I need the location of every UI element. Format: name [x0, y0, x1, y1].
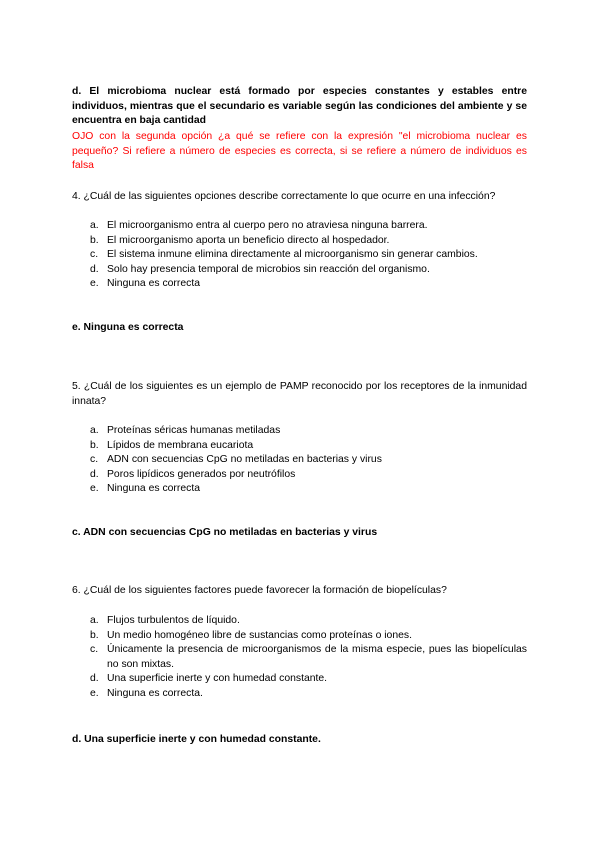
option-b [72, 629, 527, 644]
option-marker: d. [90, 673, 99, 685]
option-d [72, 263, 527, 278]
option-a [72, 219, 527, 234]
option-text: ADN con secuencias CpG no metiladas en bacterias y virus [107, 454, 382, 466]
question-5-prompt: 5. ¿Cuál de los siguientes es un ejemplo de PAMP reconocido por los receptores de la inmunidad innata? [72, 381, 527, 407]
option-c [72, 453, 527, 468]
option-text: Proteínas séricas humanas metiladas [107, 425, 281, 436]
question-5-answer: c. ADN con secuencias CpG no metiladas en bacterias y virus [72, 527, 378, 538]
option-text: Lípidos de membrana eucariota [107, 439, 254, 451]
question-4-prompt: 4. ¿Cuál de las siguientes opciones describe correctamente lo que ocurre en una infección? [72, 191, 496, 202]
option-e [72, 687, 527, 702]
option-a [72, 614, 527, 629]
option-text: Ninguna es correcta [107, 483, 200, 495]
answer-d-text: d. El microbioma nuclear está formado por especies constantes y estables entre individuos, mientras que el secundario es variable según las condiciones del ambiente y se encuentra en baja cantidad [72, 86, 527, 127]
question-4-options [72, 219, 527, 292]
option-marker: b. [90, 439, 99, 451]
option-marker: e. [90, 483, 99, 495]
option-marker: e. [90, 687, 99, 699]
option-a [72, 424, 527, 439]
warning-note: OJO con la segunda opción ¿a qué se refiere con la expresión "el microbioma nuclear es pequeño? Si refiere a número de especies es correcta, si se refiere a número de individuos es falsa [72, 131, 527, 172]
option-text: Únicamente la presencia de microorganismos de la misma especie, pues las biopelículas no son mixtas. [107, 644, 527, 670]
option-d [72, 672, 527, 687]
option-marker: d. [90, 468, 99, 480]
question-6-options [72, 614, 527, 702]
option-text: Ninguna es correcta [107, 278, 200, 290]
option-marker: c. [90, 644, 99, 656]
question-5-options [72, 424, 527, 497]
option-marker: a. [90, 425, 99, 436]
option-text: Un medio homogéneo libre de sustancias como proteínas o iones. [107, 629, 412, 641]
option-marker: b. [90, 629, 99, 641]
question-6-prompt: 6. ¿Cuál de los siguientes factores puede favorecer la formación de biopelículas? [72, 585, 447, 596]
option-text: El microorganismo entra al cuerpo pero no atraviesa ninguna barrera. [107, 220, 428, 231]
option-marker: d. [90, 263, 99, 275]
option-text: Una superficie inerte y con humedad constante. [107, 673, 328, 685]
option-e [72, 482, 527, 497]
option-marker: a. [90, 615, 99, 626]
option-marker: b. [90, 234, 99, 246]
option-text: El microorganismo aporta un beneficio directo al hospedador. [107, 234, 390, 246]
option-marker: c. [90, 454, 99, 466]
option-marker: e. [90, 278, 99, 290]
option-e [72, 277, 527, 292]
option-text: Ninguna es correcta. [107, 687, 203, 699]
option-c [72, 248, 527, 263]
question-6-answer: d. Una superficie inerte y con humedad constante. [72, 734, 321, 745]
option-marker: c. [90, 249, 99, 261]
option-d [72, 468, 527, 483]
option-text: Poros lipídicos generados por neutrófilos [107, 468, 296, 480]
option-text: Flujos turbulentos de líquido. [107, 615, 240, 626]
option-c [72, 643, 527, 672]
question-4-answer: e. Ninguna es correcta [72, 322, 184, 333]
option-b [72, 439, 527, 454]
option-b [72, 234, 527, 249]
option-text: Solo hay presencia temporal de microbios sin reacción del organismo. [107, 263, 430, 275]
option-text: El sistema inmune elimina directamente al microorganismo sin generar cambios. [107, 249, 478, 261]
option-marker: a. [90, 220, 99, 231]
